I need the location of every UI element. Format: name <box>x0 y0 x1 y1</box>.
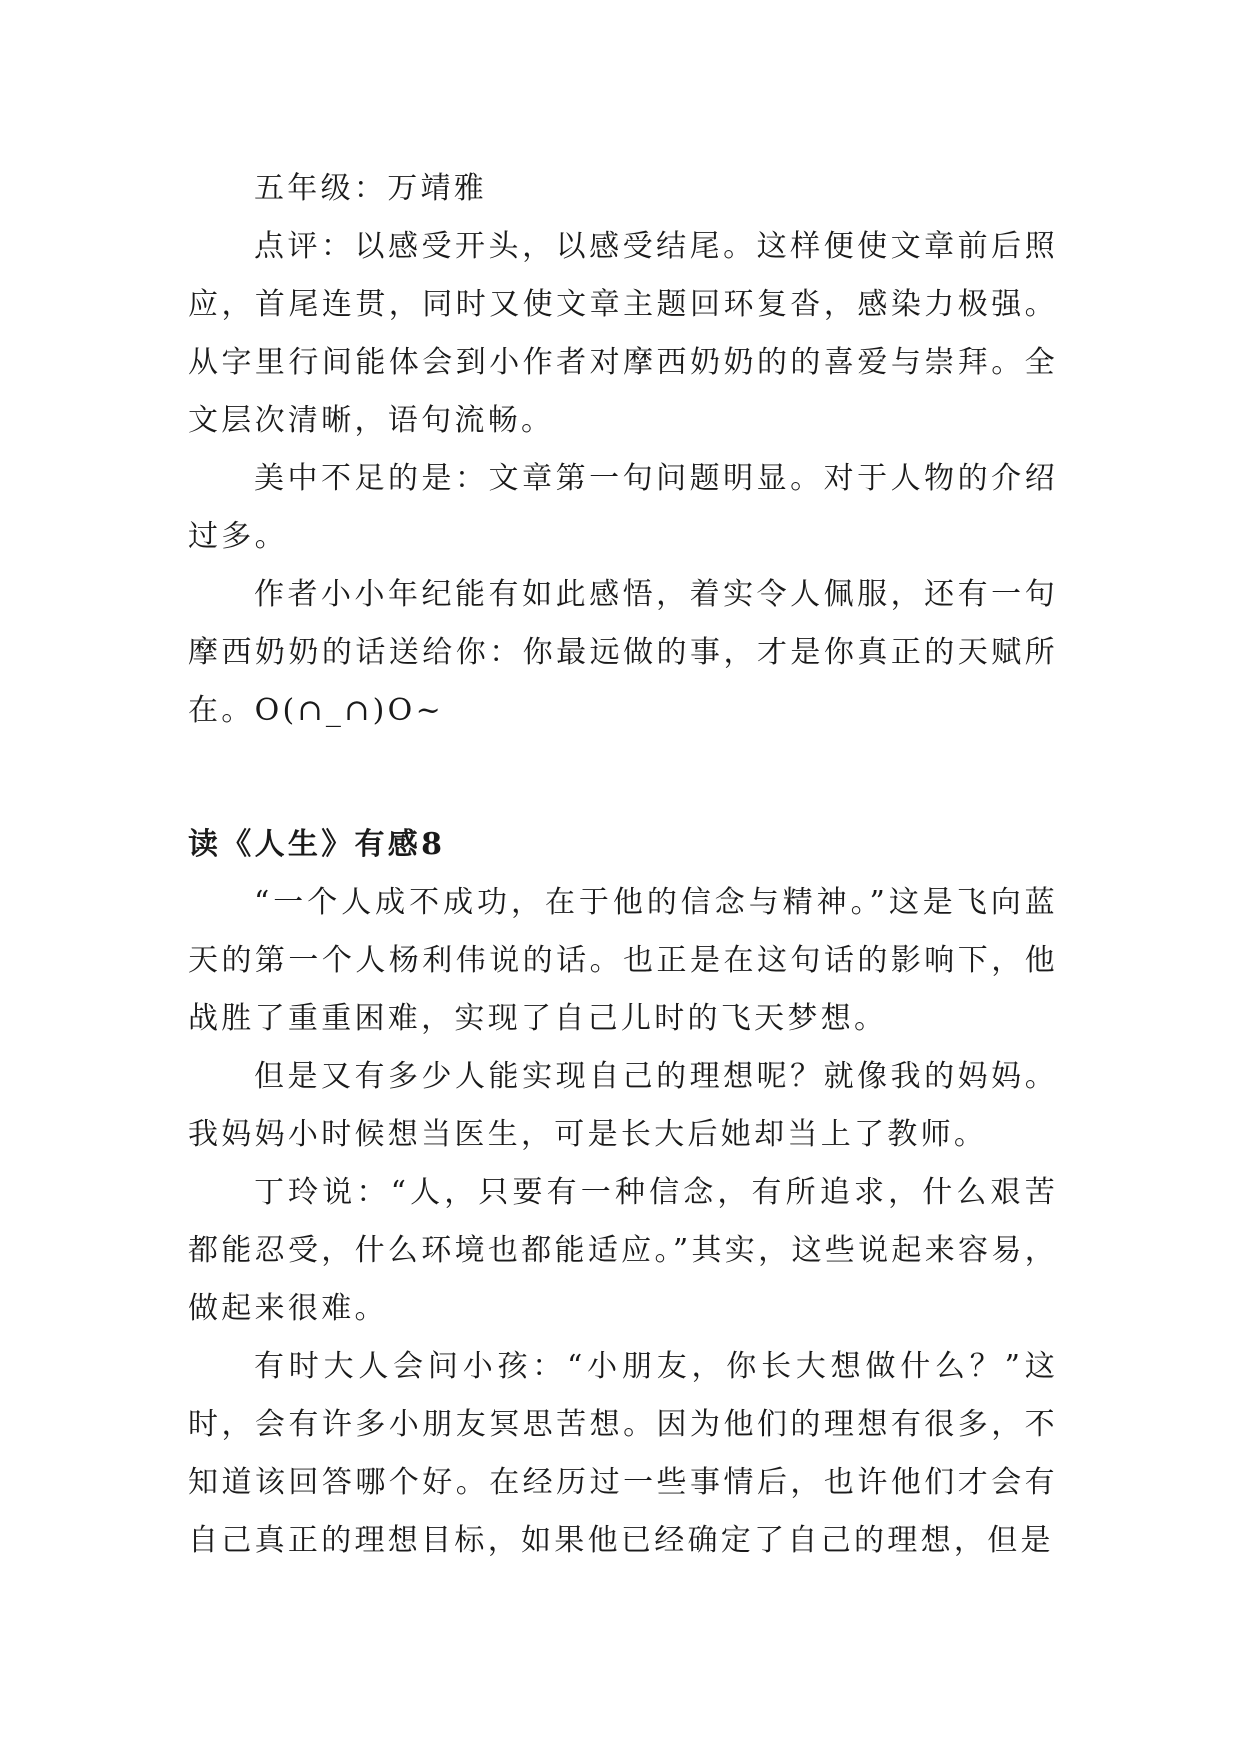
essay-paragraph: 丁玲说：“人，只要有一种信念，有所追求，什么艰苦都能忍受，什么环境也都能适应。”其实，这些说起来容易，做起来很难。 <box>188 1175 1058 1326</box>
review-paragraph: 美中不足的是：文章第一句问题明显。对于人物的介绍过多。 <box>188 461 1058 554</box>
review-section <box>188 160 1058 740</box>
essay-paragraph: 有时大人会问小孩：“小朋友，你长大想做什么？”这时，会有许多小朋友冥思苦想。因为他们的理想有很多，不知道该回答哪个好。在经历过一些事情后，也许他们才会有自己真正的理想目标，如果他已经确定了自己的理想，但是 <box>188 1349 1058 1558</box>
review-paragraph: 点评：以感受开头，以感受结尾。这样便使文章前后照应，首尾连贯，同时又使文章主题回环复沓，感染力极强。从字里行间能体会到小作者对摩西奶奶的的喜爱与崇拜。全文层次清晰，语句流畅。 <box>188 229 1058 438</box>
author-line: 五年级：万靖雅 <box>254 171 488 206</box>
essay-paragraph: “一个人成不成功，在于他的信念与精神。”这是飞向蓝天的第一个人杨利伟说的话。也正是在这句话的影响下，他战胜了重重困难，实现了自己儿时的飞天梦想。 <box>188 885 1058 1036</box>
essay-section <box>188 816 1058 1570</box>
document-page <box>188 160 1058 1570</box>
section-spacer <box>188 740 1058 816</box>
essay-paragraph: 但是又有多少人能实现自己的理想呢？就像我的妈妈。我妈妈小时候想当医生，可是长大后她却当上了教师。 <box>188 1059 1058 1152</box>
review-paragraph: 作者小小年纪能有如此感悟，着实令人佩服，还有一句摩西奶奶的话送给你：你最远做的事，才是你真正的天赋所在。O(∩_∩)O~ <box>188 577 1058 728</box>
essay-title: 读《人生》有感8 <box>188 827 446 862</box>
